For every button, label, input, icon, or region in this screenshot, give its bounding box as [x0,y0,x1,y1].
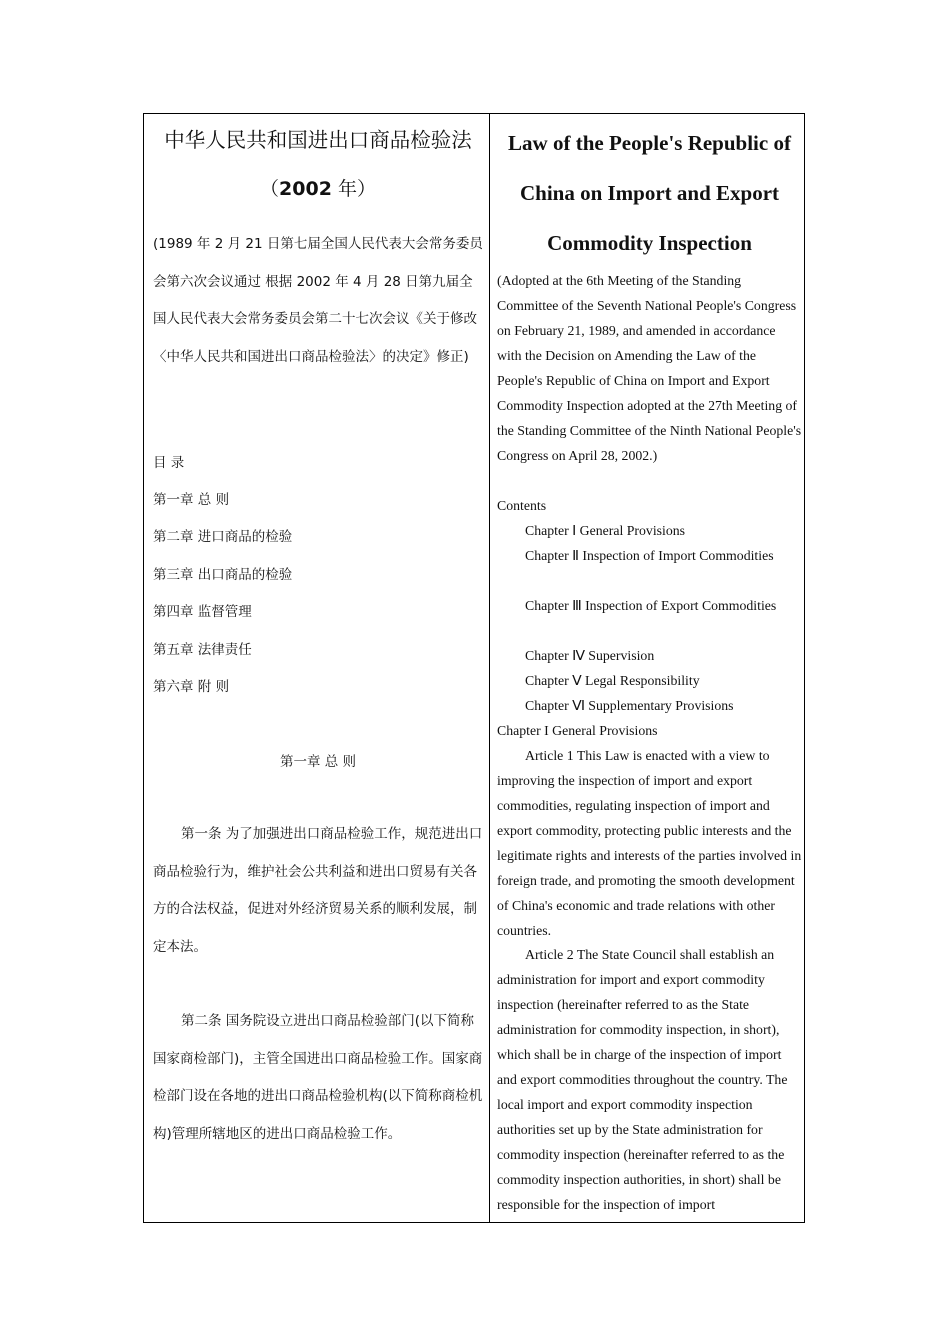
chinese-contents-item: 第二章 进口商品的检验 [153,529,293,545]
english-chapter1-heading: Chapter I General Provisions [497,723,658,738]
chinese-contents-heading: 目 录 [153,455,185,471]
year-number: 2002 [279,178,332,200]
chinese-article-1: 第一条 为了加强进出口商品检验工作，规范进出口商品检验行为，维护社会公共利益和进出口贸易有关各方的合法权益，促进对外经济贸易关系的顺利发展，制定本法。 [153,826,483,955]
chinese-contents-item: 第一章 总 则 [153,492,230,508]
english-article-1: Article 1 This Law is enacted with a view to improving the inspection of import and export commodities, regulating inspection of import and export commodity, protecting public interests and the legitimate rights and interests of the parties involved in foreign trade, and promoting the smooth development of China's economic and trade relations with other countries. [497,748,802,938]
bilingual-table [143,113,805,1223]
english-adoption-note: (Adopted at the 6th Meeting of the Standing Committee of the Seventh National People's Congress on February 21, 1989, and amended in accordance with the Decision on Amending the Law of the People's Republic of China on Import and Export Commodity Inspection adopted at the 27th Meeting of the Standing Committee of the Ninth National People's Congress on April 28, 2002.) [497,273,802,463]
chinese-contents-item: 第四章 监督管理 [153,604,252,620]
column-divider [489,114,490,1222]
chinese-year: （2002 年） [260,178,376,200]
chinese-contents-item: 第六章 附 则 [153,679,230,695]
english-contents-item: Chapter Ⅵ Supplementary Provisions [525,698,734,713]
english-contents-item: Chapter Ⅰ General Provisions [525,523,686,538]
english-contents-heading: Contents [497,498,547,513]
chinese-title: 中华人民共和国进出口商品检验法 [164,128,472,152]
english-contents-item: Chapter Ⅲ Inspection of Export Commodities [525,598,777,613]
chinese-article-2: 第二条 国务院设立进出口商品检验部门(以下简称国家商检部门)，主管全国进出口商品检验工作。国家商检部门设在各地的进出口商品检验机构(以下简称商检机构)管理所辖地区的进出口商品检验工作。 [153,1013,483,1142]
chinese-contents-item: 第三章 出口商品的检验 [153,567,293,583]
english-contents-item: Chapter Ⅱ Inspection of Import Commodities [525,548,774,563]
chinese-chapter1-heading: 第一章 总 则 [279,754,357,770]
english-article-2: Article 2 The State Council shall establish an administration for import and export commodity inspection (hereinafter referred to as the State administration for commodity inspection, in short), which shall be in charge of the inspection of import and export commodities throughout the country. The local import and export commodity inspection authorities set up by the State administration for commodity inspection (hereinafter referred to as the commodity inspection authorities, in short) shall be responsible for the inspection of import [497,947,788,1212]
english-contents-item: Chapter Ⅴ Legal Responsibility [525,673,700,688]
chinese-adoption-note: (1989 年 2 月 21 日第七届全国人民代表大会常务委员会第六次会议通过 根据 2002 年 4 月 28 日第九届全国人民代表大会常务委员会第二十七次会议《关于修改〈中华人民共和国进出口商品检验法〉的决定》修正) [153,236,483,365]
english-title: Law of the People's Republic of China on Import and Export Commodity Inspection [508,131,791,255]
english-contents-item: Chapter Ⅳ Supervision [525,648,655,663]
chinese-contents-item: 第五章 法律责任 [153,642,252,658]
